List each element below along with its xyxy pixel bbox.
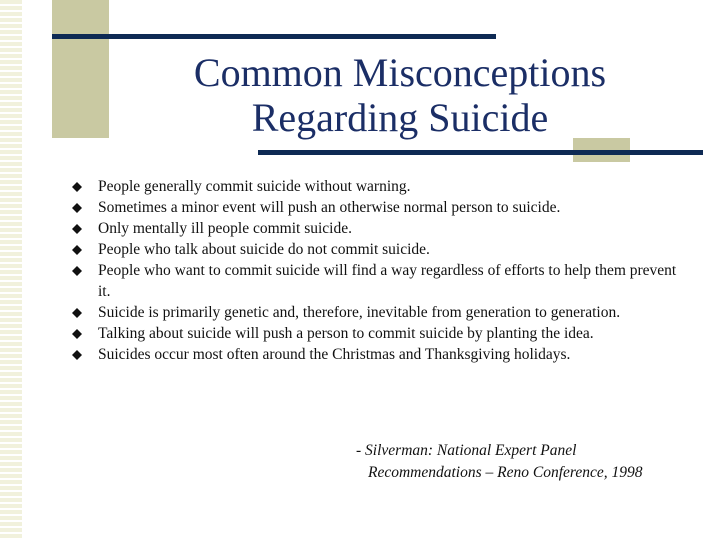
list-item-text: People who talk about suicide do not commit suicide. bbox=[98, 241, 430, 258]
list-item-text: Sometimes a minor event will push an otherwise normal person to suicide. bbox=[98, 199, 561, 216]
striped-side-panel bbox=[0, 0, 22, 540]
list-item bbox=[72, 260, 684, 302]
list-item-text: Talking about suicide will push a person to commit suicide by planting the idea. bbox=[98, 325, 594, 342]
slide-title bbox=[130, 50, 670, 140]
decorative-block-top bbox=[52, 0, 109, 138]
diamond-bullet-icon bbox=[72, 350, 82, 360]
list-item bbox=[72, 323, 684, 344]
diamond-bullet-icon bbox=[72, 308, 82, 318]
list-item bbox=[72, 302, 684, 323]
title-rule-bottom bbox=[258, 150, 703, 155]
diamond-bullet-icon bbox=[72, 203, 82, 213]
list-item-text: Only mentally ill people commit suicide. bbox=[98, 220, 352, 237]
diamond-bullet-icon bbox=[72, 329, 82, 339]
title-rule-top bbox=[52, 34, 496, 39]
list-item bbox=[72, 218, 684, 239]
slide-title-line-1: Common Misconceptions bbox=[193, 50, 607, 95]
misconception-list bbox=[72, 176, 684, 365]
diamond-bullet-icon bbox=[72, 266, 82, 276]
list-item-text: Suicides occur most often around the Christmas and Thanksgiving holidays. bbox=[98, 346, 571, 363]
diamond-bullet-icon bbox=[72, 182, 82, 192]
list-item bbox=[72, 197, 684, 218]
list-item bbox=[72, 239, 684, 260]
slide-title-line-2: Regarding Suicide bbox=[251, 95, 549, 140]
list-item-text: People who want to commit suicide will find a way regardless of efforts to help them prevent it. bbox=[98, 262, 677, 300]
list-item bbox=[72, 344, 684, 365]
citation-line-1: - Silverman: National Expert Panel bbox=[356, 442, 577, 459]
diamond-bullet-icon bbox=[72, 245, 82, 255]
list-item bbox=[72, 176, 684, 197]
source-citation bbox=[356, 440, 696, 484]
list-item-text: People generally commit suicide without warning. bbox=[98, 178, 411, 195]
list-item-text: Suicide is primarily genetic and, therefore, inevitable from generation to generation. bbox=[98, 304, 621, 321]
diamond-bullet-icon bbox=[72, 224, 82, 234]
citation-line-2: Recommendations – Reno Conference, 1998 bbox=[368, 464, 643, 481]
